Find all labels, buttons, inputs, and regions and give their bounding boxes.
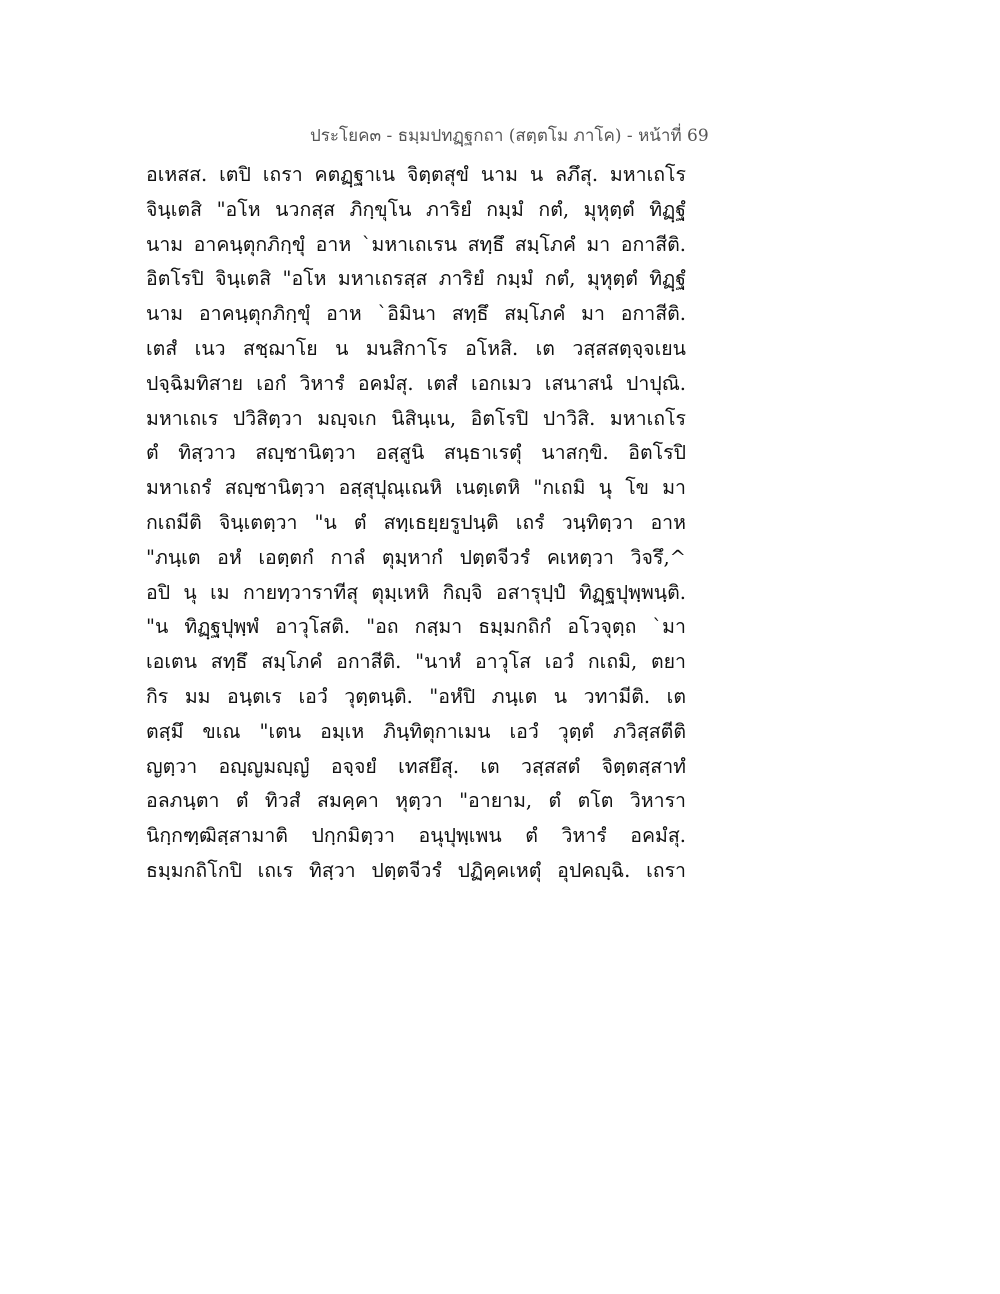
text-line: ญตฺวา อญฺญมญฺญํ อจฺจยํ เทสยึสุ. เต วสฺสสตํ จิตฺตสฺสาทํ <box>146 754 686 778</box>
text-line: อลภนฺตา ตํ ทิวสํ สมคฺคา หุตฺวา "อายาม, ตํ ตโต วิหารา <box>146 789 686 813</box>
text-line: ปจฺฉิมทิสาย เอกํ วิหารํ อคมํสุ. เตสํ เอกเมว เสนาสนํ ปาปุณิ. <box>146 371 686 395</box>
text-line: ตสฺมึ ขเณ "เตน อมฺเห ภินฺทิตุกาเมน เอวํ วุตฺตํ ภวิสฺสตีติ <box>146 719 686 743</box>
text-line: มหาเถเร ปวิสิตฺวา มญฺจเก นิสินฺเน, อิตโรปิ ปาวิสิ. มหาเถโร <box>146 406 686 430</box>
text-line: เตสํ เนว สชฺฌาโย น มนสิกาโร อโหสิ. เต วสฺสสตฺจฺจเยน <box>146 336 686 360</box>
text-line: มหาเถรํ สญฺชานิตฺวา อสฺสุปุณฺเณหิ เนตฺเตหิ "กเถมิ นุ โข มา <box>146 476 686 500</box>
text-line: นิกฺกฑฺฒิสฺสามาติ ปกฺกมิตฺวา อนุปุพฺเพน ตํ วิหารํ อคมํสุ. <box>146 824 686 848</box>
text-line: อปิ นุ เม กายทฺวาราทีสุ ตุมฺเหหิ กิญฺจิ อสารุปฺปํ ทิฏฺฐปุพฺพนฺติ. <box>146 580 686 604</box>
text-line: อิตโรปิ จินฺเตสิ "อโห มหาเถรสฺส ภาริยํ กมฺมํ กตํ, มุหุตฺตํ ทิฏฺฐํ <box>146 267 686 291</box>
text-line: นาม อาคนฺตุกภิกฺขุํ อาห `มหาเถเรน สทฺธึ สมฺโภคํ มา อกาสีติ. <box>146 232 686 256</box>
page-header: ประโยค๓ - ธมฺมปทฏฺฐกถา (สตฺตโม ภาโค) - หน้าที่ 69 <box>310 126 709 146</box>
text-line: จินฺเตสิ "อโห นวกสฺส ภิกฺขุโน ภาริยํ กมฺมํ กตํ, มุหุตฺตํ ทิฏฺฐํ <box>146 197 686 221</box>
body-text <box>146 158 686 889</box>
text-line: นาม อาคนฺตุกภิกฺขุํ อาห `อิมินา สทฺธึ สมฺโภคํ มา อกาสีติ. <box>146 302 686 326</box>
text-line: "ภนฺเต อหํ เอตฺตกํ กาลํ ตุมฺหากํ ปตฺตจีวรํ คเหตฺวา วิจรึ,^ <box>146 545 686 569</box>
text-line: กเถมีติ จินฺเตตฺวา "น ตํ สทฺเธยฺยรูปนฺติ เถรํ วนฺทิตฺวา อาห <box>146 510 686 534</box>
text-line: กิร มม อนฺตเร เอวํ วุตฺตนฺติ. "อหํปิ ภนฺเต น วทามีติ. เต <box>146 684 686 708</box>
text-line: ตํ ทิสฺวาว สญฺชานิตฺวา อสฺสูนิ สนฺธาเรตุํ นาสกฺขิ. อิตโรปิ <box>146 441 686 465</box>
text-line: "น ทิฏฺฐปุพฺพํ อาวุโสติ. "อถ กสฺมา ธมฺมกถิกํ อโวจุตฺถ `มา <box>146 615 686 639</box>
text-line: เอเตน สทฺธึ สมฺโภคํ อกาสีติ. "นาหํ อาวุโส เอวํ กเถมิ, ตยา <box>146 650 686 674</box>
text-line: ธมฺมกถิโกปิ เถเร ทิสฺวา ปตฺตจีวรํ ปฏิคฺคเหตุํ อุปคญฺฉิ. เถรา <box>146 858 686 882</box>
text-line: อเหสส. เตปิ เถรา คตฏฺฐาเน จิตฺตสุขํ นาม น ลภึสุ. มหาเถโร <box>146 163 686 186</box>
